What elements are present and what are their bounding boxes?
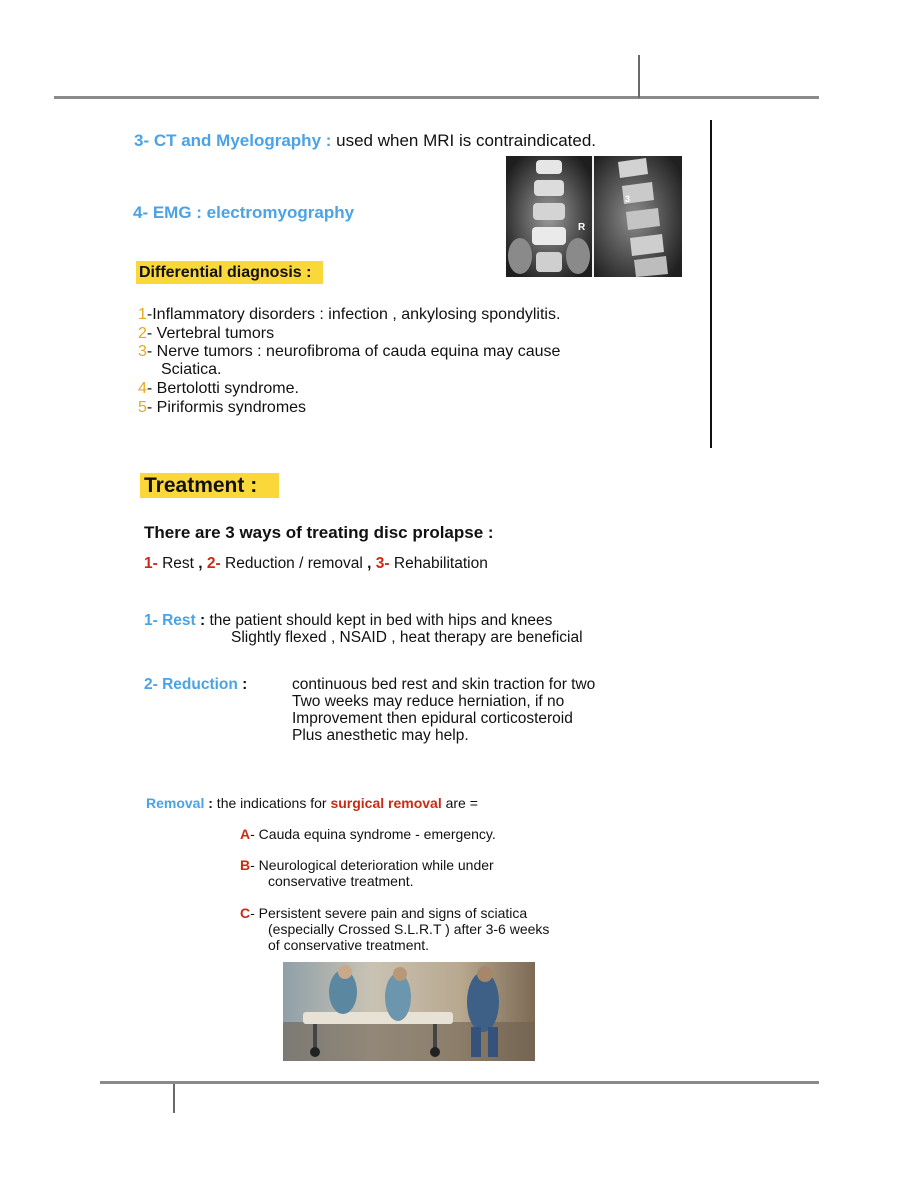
xray-image bbox=[506, 156, 682, 277]
removal-item-c: C- Persistent severe pain and signs of sciatica bbox=[240, 905, 528, 921]
surgical-removal-highlight: surgical removal bbox=[330, 795, 442, 811]
diff-item-4: 4- Bertolotti syndrome. bbox=[138, 380, 299, 397]
xray-graphic bbox=[506, 156, 682, 277]
emg-label: 4- EMG : electromyography bbox=[133, 203, 355, 222]
treatment-ways: 1- Rest , 2- Reduction / removal , 3- Rehabilitation bbox=[144, 555, 488, 572]
removal-item-a: A- Cauda equina syndrome - emergency. bbox=[240, 826, 496, 842]
reduction-label: 2- Reduction bbox=[144, 676, 238, 693]
removal-item-c-cont-2: of conservative treatment. bbox=[268, 937, 430, 953]
treatment-heading-text: Treatment : bbox=[140, 473, 279, 498]
diff-item-5: 5- Piriformis syndromes bbox=[138, 399, 307, 416]
treatment-subheading: There are 3 ways of treating disc prolapse : bbox=[144, 523, 494, 542]
xray-label-r: R bbox=[578, 222, 586, 233]
diff-item-3-cont: Sciatica. bbox=[161, 361, 222, 378]
removal-line: Removal : the indications for surgical removal are = bbox=[146, 795, 478, 811]
removal-label: Removal bbox=[146, 795, 205, 811]
differential-heading bbox=[136, 264, 323, 282]
emergency-photo bbox=[283, 962, 535, 1061]
ct-myelography-text: used when MRI is contraindicated. bbox=[331, 131, 597, 150]
footer-rule bbox=[100, 1081, 819, 1084]
rest-label: 1- Rest bbox=[144, 612, 196, 629]
header-tick bbox=[638, 55, 640, 98]
header-rule bbox=[54, 96, 819, 99]
reduction-line-4: Plus anesthetic may help. bbox=[292, 727, 469, 744]
reduction-line-3: Improvement then epidural corticosteroid bbox=[292, 710, 573, 727]
reduction-line-1: continuous bed rest and skin traction for two bbox=[292, 676, 596, 693]
ct-myelography-label: 3- CT and Myelography : bbox=[134, 131, 332, 150]
footer-tick bbox=[173, 1084, 175, 1113]
reduction-line-2: Two weeks may reduce herniation, if no bbox=[292, 693, 565, 710]
removal-item-c-cont-1: (especially Crossed S.L.R.T ) after 3-6 weeks bbox=[268, 921, 550, 937]
treatment-heading bbox=[140, 474, 279, 498]
differential-heading-text: Differential diagnosis : bbox=[136, 261, 323, 284]
rest-line-1: 1- Rest : the patient should kept in bed with hips and knees bbox=[144, 612, 553, 629]
emergency-graphic bbox=[283, 962, 535, 1061]
rest-line-2: Slightly flexed , NSAID , heat therapy are beneficial bbox=[231, 629, 583, 646]
column-divider bbox=[710, 120, 712, 448]
removal-item-b: B- Neurological deterioration while under bbox=[240, 857, 494, 873]
ct-myelography-line bbox=[134, 131, 596, 151]
diff-item-1: 1-Inflammatory disorders : infection , ankylosing spondylitis. bbox=[138, 306, 561, 323]
diff-item-3: 3- Nerve tumors : neurofibroma of cauda equina may cause bbox=[138, 343, 561, 360]
diff-item-2: 2- Vertebral tumors bbox=[138, 325, 275, 342]
xray-label-3: 3 bbox=[625, 194, 631, 204]
removal-item-b-cont: conservative treatment. bbox=[268, 873, 414, 889]
reduction-label-line: 2- Reduction : bbox=[144, 676, 248, 693]
